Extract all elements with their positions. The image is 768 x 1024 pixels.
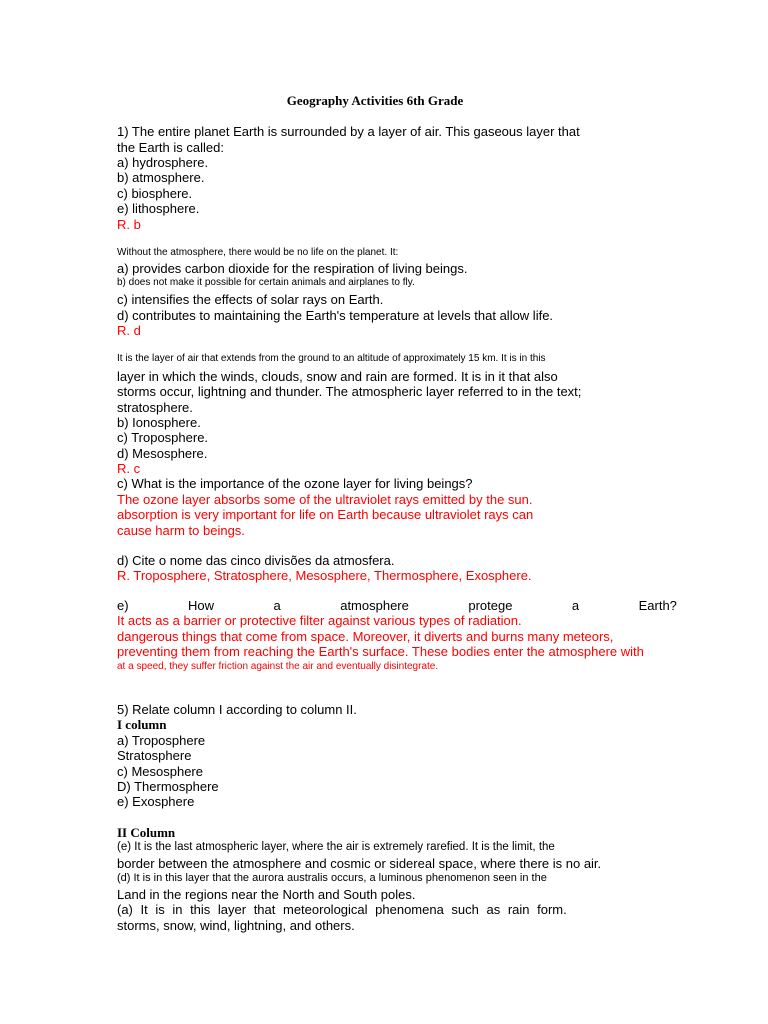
q2-intro: Without the atmosphere, there would be no life on the planet. It: — [117, 247, 399, 258]
q6-word: How — [188, 598, 215, 613]
q3-option-b: b) Ionosphere. — [117, 415, 201, 430]
q6-word: e) — [117, 598, 129, 613]
q1-line-1: 1) The entire planet Earth is surrounded by a layer of air. This gaseous layer that — [117, 124, 580, 139]
column-1-heading: I column — [117, 717, 167, 732]
q2-option-a: a) provides carbon dioxide for the respiration of living beings. — [117, 261, 468, 276]
q3-option-d: d) Mesosphere. — [117, 446, 208, 461]
column-2-item-a-line-2: storms, snow, wind, lightning, and others. — [117, 918, 355, 933]
q5-answer: R. Troposphere, Stratosphere, Mesosphere, Thermosphere, Exosphere. — [117, 568, 532, 583]
q6-word: atmosphere — [340, 598, 409, 613]
q5-question: d) Cite o nome das cinco divisões da atmosfera. — [117, 553, 395, 568]
q6-word: protege — [468, 598, 513, 613]
q3-option-c: c) Troposphere. — [117, 430, 209, 445]
q1-answer: R. b — [117, 217, 141, 232]
column-2-item-e-line-2: border between the atmosphere and cosmic or sidereal space, where there is no air. — [117, 856, 602, 871]
q6-word: a — [571, 598, 580, 613]
q2-option-d: d) contributes to maintaining the Earth's temperature at levels that allow life. — [117, 308, 554, 323]
column-1-item-e: e) Exosphere — [117, 794, 195, 809]
column-1-item-b: Stratosphere — [117, 748, 192, 763]
column-1-item-d: D) Thermosphere — [117, 779, 219, 794]
q2-option-b: b) does not make it possible for certain animals and airplanes to fly. — [117, 277, 415, 288]
column-2-item-e-line-1: (e) It is the last atmospheric layer, where the air is extremely rarefied. It is the limit, the — [117, 841, 555, 853]
q3-intro: It is the layer of air that extends from the ground to an altitude of approximately 15 km. It is in this — [117, 353, 546, 364]
q2-answer: R. d — [117, 323, 141, 338]
q6-answer-line-1: It acts as a barrier or protective filter against various types of radiation. — [117, 613, 522, 628]
column-2-item-d-line-2: Land in the regions near the North and South poles. — [117, 887, 416, 902]
q1-line-2: the Earth is called: — [117, 140, 224, 155]
q3-option-a: stratosphere. — [117, 400, 193, 415]
q1-option-e: e) lithosphere. — [117, 201, 200, 216]
q6-answer-line-4: at a speed, they suffer friction against the air and eventually disintegrate. — [117, 661, 439, 672]
q4-answer-line-3: cause harm to beings. — [117, 523, 245, 538]
page-title: Geography Activities 6th Grade — [286, 93, 464, 108]
q6-question — [117, 598, 677, 613]
q1-option-b: b) atmosphere. — [117, 170, 205, 185]
q2-option-c: c) intensifies the effects of solar rays on Earth. — [117, 292, 384, 307]
q1-option-c: c) biosphere. — [117, 186, 193, 201]
q4-answer-line-2: absorption is very important for life on Earth because ultraviolet rays can — [117, 507, 534, 522]
q4-answer-line-1: The ozone layer absorbs some of the ultraviolet rays emitted by the sun. — [117, 492, 533, 507]
q7-question: 5) Relate column I according to column II. — [117, 702, 357, 717]
column-2-heading: II Column — [117, 825, 176, 840]
q6-word: Earth? — [638, 598, 677, 613]
column-2-item-a-line-1: (a) It is in this layer that meteorological phenomena such as rain form. — [117, 902, 567, 917]
q3-line-3: storms occur, lightning and thunder. The atmospheric layer referred to in the text; — [117, 384, 582, 399]
q1-option-a: a) hydrosphere. — [117, 155, 209, 170]
column-1-item-a: a) Troposphere — [117, 733, 206, 748]
q6-word: a — [273, 598, 281, 613]
q3-answer: R. c — [117, 461, 141, 476]
column-2-item-d-line-1: (d) It is in this layer that the aurora australis occurs, a luminous phenomenon seen in the — [117, 872, 547, 884]
q6-answer-line-2: dangerous things that come from space. Moreover, it diverts and burns many meteors, — [117, 629, 614, 644]
q3-line-2: layer in which the winds, clouds, snow and rain are formed. It is in it that also — [117, 369, 558, 384]
column-1-item-c: c) Mesosphere — [117, 764, 203, 779]
q6-answer-line-3: preventing them from reaching the Earth's surface. These bodies enter the atmosphere with — [117, 644, 644, 659]
q4-question: c) What is the importance of the ozone layer for living beings? — [117, 476, 473, 491]
